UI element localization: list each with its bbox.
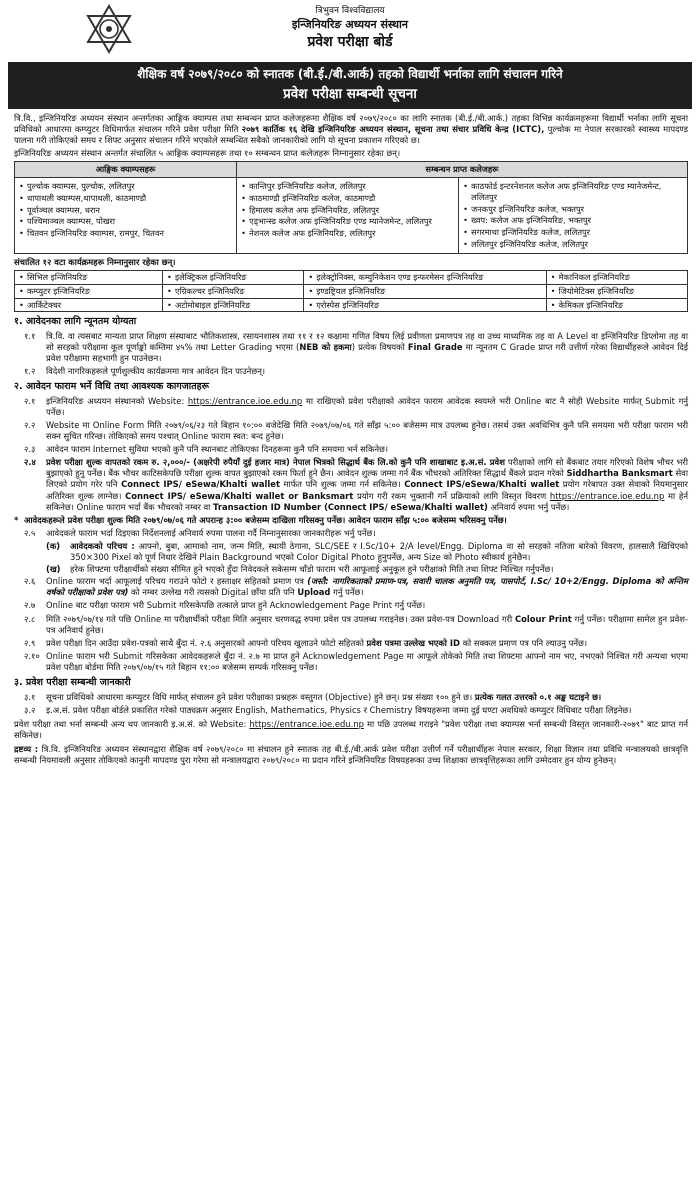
list-item: • जनकपुर इन्जिनियरिङ कलेज, भक्तपुर [463, 204, 683, 215]
table-row [15, 298, 688, 312]
clause-1-2 [14, 366, 688, 377]
subclause-text [70, 541, 688, 563]
list-item: • काठफोर्ड इन्टरनेशनल कलेज अफ इन्जिनियरिङ एण्ड म्यानेजमेन्ट, ललितपुर [463, 181, 683, 203]
fee-deadline-note [14, 515, 688, 526]
text-run: (जस्तै: नागरिकताको प्रमाण-पत्र, सवारी चालक अनुमति पत्र, पासपोर्ट, I.Sc/ 10+2/Engg. Diploma को अन्तिम वर्षको परीक्षाको प्रवेश पत्र) [46, 576, 688, 598]
text-run: Online फाराम भर्दा आफूलाई परिचय गराउने फोटो र हस्ताक्षर सहितको प्रमाण पत्र [46, 576, 308, 587]
text-run: अनिवार्य रुपमा भर्नु पर्नेछ। [487, 501, 570, 512]
more-info-paragraph [14, 719, 688, 741]
clause-number: २.५ [24, 527, 36, 538]
intro-paragraph [14, 113, 688, 146]
table-row [15, 270, 688, 284]
text-run: प्रवेश परीक्षा दिन आउँदा प्रवेश-पत्रको साथै बुँदा नं. २.६ अनुसारको आफ्नो परिचय खुलाउने फोटो सहितको [46, 637, 367, 648]
tu-emblem-icon [86, 4, 132, 54]
clause-2-7 [14, 600, 688, 611]
notice-body [0, 109, 700, 766]
text-run: आफ्नो, बुबा, आमाको नाम, जन्म मिति, स्थायी ठेगाना, SLC/SEE र I.Sc/10+ 2/A level/Engg. Diploma वा सो सरहको नतिजा बारेको विवरण, हालसालै खिचिएको 350×300 Pixel को पूर्ण निधार देखिने Plain Background भएको Color Digital Photo हुनुपर्नेछ, अन्य Size को Photo स्वीकार्य हुनेछैन। [70, 540, 689, 563]
list-item: • ललितपुर इन्जिनियरिङ कलेज, ललितपुर [463, 239, 683, 250]
section-1-title: १. आवेदनका लागि न्यूनतम योग्यता [14, 316, 137, 328]
clause-number: २.६ [24, 576, 36, 587]
list-item: • पूर्वाञ्चल क्याम्पस, धरान [19, 205, 232, 216]
clause-number: २.९ [24, 637, 36, 648]
section-2-title: २. आवेदन फाराम भर्ने विधि तथा आवश्यक कागजातहरू [14, 381, 210, 393]
program-cell: • इलेक्ट्रिकल इन्जिनियरिङ [163, 270, 304, 284]
clause-text: Website मा Online Form मिति २०७९/०६/२३ गते बिहान १०:०० बजेदेखि मिति २०७९/०७/०६ गते साँझ ५:०० बजेसम्म मात्र उपलब्ध हुनेछ। तसर्थ उक्त अवधिभित्र कुनै पनि समयमा भरी परीक्षा फाराम भरी सक्न सुचित गरिन्छ। तोकिएको समय पश्चात् Online फाराम स्वत: बन्द हुनेछ। [46, 420, 688, 442]
text-run: को सक्कल प्रमाण पत्र पनि ल्याउनु पर्नेछ। [459, 637, 588, 648]
clause-2-8 [14, 614, 688, 636]
program-cell: • अटोमोबाइल इन्जिनियरिङ [163, 298, 304, 312]
title-banner [8, 62, 692, 109]
subclause-label: (ख) [46, 564, 61, 575]
list-item: • सगरमाथा इन्जिनियरिङ कलेज, ललितपुर [463, 227, 683, 238]
constituent-list-cell [15, 177, 237, 253]
text-run: मा हेर्न सकिनेछ। Online फाराम भर्दा बैंक भौचरको नम्बर वा [46, 490, 688, 512]
text-run: Colour Print [514, 613, 572, 624]
list-item: • नेशनल कलेज अफ इन्जिनियरिङ, ललितपुर [241, 228, 454, 239]
list-item: • हिमालय कलेज अफ इन्जिनियरिङ, ललितपुर [241, 205, 454, 216]
text-run: Siddhartha Banksmart [566, 468, 673, 479]
clause-number: २.१ [24, 395, 36, 406]
banner-line-2: प्रवेश परीक्षा सम्बन्धी सूचना [283, 85, 417, 102]
clause-number: २.३ [24, 444, 36, 455]
text-run: आवेदकको परिचय : [70, 540, 135, 551]
programs-heading: संचालित १२ वटा कार्यक्रमहरू निम्नानुसार रहेका छन्। [14, 256, 176, 267]
clause-text [46, 638, 688, 649]
text-run: मिति २०७९/०७/१४ गते पछि Online मा परीक्षार्थीको परीक्षा मिति अनुसार चरणवद्ध रुपमा प्रवेश पत्र उपलब्ध गराइनेछ। उक्त प्रवेश-पत्र Download गरी [46, 613, 515, 624]
subclause-kha [14, 564, 688, 575]
asterisk: * [14, 514, 19, 525]
entrance-website-link[interactable]: https://entrance.ioe.edu.np [187, 395, 303, 406]
text-run: मा राखिएको प्रवेश परीक्षाको आवेदन फाराम आवेदक स्वयम्ले भरी Online बाट नै सोही Website मार्फत् Submit गर्नु पर्नेछ। [46, 395, 688, 417]
text-run: प्रयोग गरेबापत उक्त सेवाको नियमानुसार अतिरिक्त शुल्क लाग्नेछ। [46, 479, 688, 501]
clause-2-5 [14, 528, 688, 539]
intro-campus-line: इन्जिनियरिङ अध्ययन संस्थान अन्तर्गत संचालित ५ आङ्गिक क्याम्पसहरू तथा १० सम्बन्धन प्राप्त कलेजहरू निम्नानुसार रहेका छन्। [14, 147, 401, 158]
program-cell: • कम्प्युटर इन्जिनियरिङ [15, 284, 163, 298]
clause-text: आवेदन फाराम Internet सुविधा भएको कुनै पनि स्थानबाट तोकिएका दिनहरूमा कुनै पनि समयमा भर्न सकिनेछ। [46, 444, 389, 455]
subclause-ka [14, 541, 688, 563]
note-label: द्रष्टव्य : [14, 743, 39, 754]
clause-1-1 [14, 331, 688, 364]
clause-text: विदेशी नागरिकहरूले पूर्णशुल्कीय कार्यक्रममा मात्र आवेदन दिन पाउनेछन्। [46, 366, 266, 377]
clause-number: २.१० [24, 650, 40, 661]
program-cell: • इण्डष्ट्रियल इन्जिनियरिङ [304, 284, 546, 298]
clause-number: ३.२ [24, 704, 36, 715]
clause-text [46, 396, 688, 418]
list-item: • चितवन इन्जिनियरिङ क्याम्पस, रामपुर, चितवन [19, 228, 232, 239]
intro-text-b: २०७९ कार्तिक १६ देखि इन्जिनियरिङ अध्ययन संस्थान, सूचना तथा संचार प्रविधि केन्द्र (ICTC), [241, 123, 545, 134]
clause-number: ३.१ [24, 691, 36, 702]
subclause-label: (क) [46, 540, 61, 551]
clause-text [46, 576, 688, 598]
list-item: • पश्चिमाञ्चल क्याम्पस, पोखरा [19, 216, 232, 227]
text-run: प्रवेश परीक्षा शुल्क वापतको रकम रु. २,०००/- (अक्षरेपी रुपैयाँ दुई हजार मात्र) नेपाल भित्रको सिद्धार्थ बैंक लि.को कुनै पनि शाखाबाट इ.अ.सं. प्रवेश [46, 457, 505, 468]
clause-text [46, 331, 688, 364]
clause-3-1 [14, 692, 688, 703]
text-run: सूचना प्रविधिको आधारमा कम्प्युटर विधि मार्फत् संचालन हुने प्रवेश परीक्षाका प्रश्नहरू वस्तुगत (Objective) हुने छन्। प्रश्न संख्या १०० हुने छ। [46, 691, 475, 702]
affiliated-list-b-cell [459, 177, 688, 253]
constituent-header: आङ्गिक क्याम्पसहरू [15, 162, 237, 178]
list-item: • काठमाण्डौ इन्जिनियरिङ कलेज, काठमाण्डौ [241, 193, 454, 204]
intro-text-a: त्रि.वि., इन्जिनियरिङ अध्ययन संस्थान अन्तर्गतका आङ्गिक क्याम्पस तथा सम्बन्धन प्राप्त कलेजहरूमा शैक्षिक वर्ष २०७९/२०८० का लागि स्नातक (बी.ई./बी.आर्क.) तहका विभिन्न कार्यक्रमहरूमा विद्यार्थी भर्नाका लागि सूचना प्रविधिको आधारमा कम्प्युटर विधिमार्फत संचालन गरिने प्रवेश परीक्षा मिति [14, 112, 688, 134]
affiliated-header: सम्बन्धन प्राप्त कलेजहरू [237, 162, 688, 178]
program-cell: • इलेक्ट्रोनिक्स, कम्युनिकेशन एण्ड इन्फरमेसन इन्जिनियरिङ [304, 270, 546, 284]
intro-text-c: पुल्चोक मा नेपाल सरकारको स्वास्थ्य मापदण्ड पालना गरी तोकिएको समय र शिफ्ट अनुसार संचालन गरिने भएकोले सम्बन्धित सबैको जानकारीको लागि यो सूचना प्रकाशन गरिएको छ। [14, 123, 688, 145]
header [0, 0, 700, 62]
text-run: प्रयोग गरी रकम भुक्तानी गर्ने प्रक्रियाको लागि विस्तृत विवरण [353, 490, 550, 501]
clause-2-10 [14, 651, 688, 673]
clause-number: २.७ [24, 600, 36, 611]
banner-line-1: शैक्षिक वर्ष २०७९/२०८० को स्नातक (बी.ई./बी.आर्क) तहको विद्यार्थी भर्नाका लागि संचालन गरिने [137, 67, 563, 81]
section-3-title: ३. प्रवेश परीक्षा सम्बन्धी जानकारी [14, 676, 131, 688]
program-cell: • जियोमेटिक्स इन्जिनियरिङ [546, 284, 687, 298]
clause-3-2 [14, 705, 688, 716]
clause-text: Online फाराम भरी Submit गरिसकेका आवेदकहरूले बुँदा नं. २.७ मा प्राप्त हुने Acknowledgement Page मा आफूले तोकेको मिति तथा शिफ्टमा आफ्नो नाम भए, नभएको निश्चित गरी अन्यथा भएमा प्रवेश परीक्षा बोर्डमा मिति २०७९/०७/१५ गते बिहान ११:०० बजेसम्म सम्पर्क गरिसक्नु पर्नेछ। [46, 650, 688, 672]
text-run: Connect IPS/ eSewa/Khalti wallet [121, 479, 280, 490]
institute-name: इन्जिनियरिङ अध्ययन संस्थान [292, 17, 408, 31]
text-run: मा पछि उपलब्ध गराइने "प्रवेश परीक्षा तथा क्याम्पस भर्ना सम्बन्धी विस्तृत जानकारी-२०७९" बाट प्राप्त गर्न सकिनेछ। [14, 718, 688, 740]
program-cell: • सिभिल इन्जिनियरिङ [15, 270, 163, 284]
program-cell: • एग्रिकल्चर इन्जिनियरिङ [163, 284, 304, 298]
clause-text: Online बाट परीक्षा फाराम भरी Submit गरिसकेपछि तत्काले प्राप्त हुने Acknowledgement Page Print गर्नु पर्नेछ। [46, 600, 426, 611]
list-item: • कान्तिपुर इन्जिनियरिङ कलेज, ललितपुर [241, 181, 454, 192]
clause-number: १.२ [24, 366, 36, 377]
campus-table [14, 161, 688, 254]
text-run: गर्नु पर्नेछ। [330, 587, 364, 598]
clause-number: १.१ [24, 330, 36, 341]
clause-number: २.४ [24, 457, 36, 468]
text-run: गर्नु पर्नेछ। परीक्षामा सामेल हुन प्रवेश-पत्र अनिवार्य हुनेछ। [46, 613, 689, 635]
note-paragraph [14, 744, 688, 766]
clause-2-4 [14, 457, 688, 512]
text-run: इन्जिनियरिङ अध्ययन संस्थानको Website: [46, 395, 188, 406]
table-row [15, 284, 688, 298]
clause-2-1 [14, 396, 688, 418]
text-run: Upload [297, 587, 331, 598]
clause-number: २.८ [24, 613, 36, 624]
program-cell: • मेकानिकल इन्जिनियरिङ [546, 270, 687, 284]
text-run: त्रि.वि. वा त्यसबाट मान्यता प्राप्त शिक्षण संस्थाबाट भौतिकशास्त्र, रसायनशास्त्र तथा ११ र १२ कक्षामा गणित विषय लिई प्रवीणता प्रमाणपत्र तह वा उच्च माध्यमिक तह वा A Level वा इन्जिनियरिङ डिप्लोमा तह वा सो सरहको परीक्षामा कूल पूर्णाङ्को कम्तिमा ४५% तथा Letter Grading भएमा ( [46, 330, 688, 353]
list-item: • एड्भान्स्ड कलेज अफ इन्जिनियरिङ एण्ड म्यानेजमेन्ट, ललितपुर [241, 216, 454, 227]
clause-text [46, 692, 688, 703]
text-run: Connect IPS/eSewa/Khalti wallet [404, 479, 560, 490]
text-run: ) प्रत्येक विषयको [351, 342, 408, 353]
text-run: मार्फत पनि शुल्क जम्मा गर्न सकिनेछ। [279, 479, 405, 490]
note-text: आवेदकहरूले प्रवेश परीक्षा शुल्क मिति २०७९/०७/०६ गते अपरान्ह ३:०० बजेसम्म दाखिला गरिसक्नु पर्नेछ। आवेदन फाराम साँझ ५:०० बजेसम्म भरिसक्नु पर्नेछ। [24, 514, 507, 525]
program-cell: • आर्किटेक्चर [15, 298, 163, 312]
subclause-text: हरेक शिफ्टमा परीक्षार्थीको संख्या सीमित हुने भएको हुँदा निवेदकले सकेसम्म चाँडो फाराम भरी आफूलाई अनुकूल हुने परीक्षाको मिति तथा शिफ्ट निश्चित गर्नुपर्नेछ। [70, 564, 554, 575]
clause-2-3 [14, 444, 688, 455]
text-run: प्रत्येक गलत उत्तरको ०.१ अङ्क घटाइने छ। [474, 691, 602, 702]
list-item: • ख्वप: कलेज अफ इन्जिनियरिङ, भक्तपुर [463, 215, 683, 226]
clause-text [46, 457, 688, 512]
clause-2-9 [14, 638, 688, 649]
entrance-website-link[interactable]: https://entrance.ioe.edu.np [549, 490, 665, 501]
text-run: मा न्यूनतम C Grade प्राप्त गरी उत्तीर्ण गरेका विद्यार्थीहरूले आवेदन दिई प्रवेश परीक्षामा सहभागी हुन पाउनेछन। [46, 342, 688, 364]
board-name: प्रवेश परीक्षा बोर्ड [307, 34, 393, 51]
clause-text: आवेदकले फाराम भर्दा दिइएका निर्देशनलाई अनिवार्य रुपमा पालना गर्दै निम्नानुसारका जानकारीहरू भर्नु पर्नेछ। [46, 527, 376, 538]
text-run: Final Grade [407, 342, 463, 353]
clause-2-6 [14, 576, 688, 598]
text-run: NEB को हकमा [299, 342, 352, 353]
programs-table [14, 270, 688, 312]
entrance-website-link[interactable]: https://entrance.ioe.edu.np [249, 718, 364, 729]
text-run: त्रि.वि. इन्जिनियरिङ अध्ययन संस्थानद्वारा शैक्षिक वर्ष २०७९/२०८० मा संचालन हुने स्नातक तह बी.ई./बी.आर्क प्रवेश परीक्षा उत्तीर्ण गर्ने परीक्षार्थीहरू नेपाल सरकार, शिक्षा विज्ञान तथा प्रविधि मन्त्रालयको छात्रवृत्ति सम्बन्धी नियमावली अनुसार तोकिएको कानुनी मापदण्ड पुरा गरेमा सो मन्त्रालयद्वारा २०७९/२०८० मा प्रदान गरिने इन्जिनियरिङ विषयहरूका उच्च शिक्षाका छात्रवृत्तिहरूका लागि उम्मेदवार हुन योग्य हुनेछन्। [14, 743, 689, 765]
university-name: त्रिभुवन विश्वविद्यालय [315, 6, 385, 16]
text-run: परीक्षाको लागि सो बैंकबाट तयार गरिएको विशेष भौचर भरी बुझाएको हुनु पर्नेछ। बैंक भौचर काटिसकेपछि परीक्षा शुल्क वापत बुझाएको रकम फिर्ता हुने छैन। आवेदन शुल्क जम्मा गर्न बैंक भौचरको अतिरिक्त सिद्धार्थ बैंकले प्रदान गरेको [46, 457, 688, 479]
text-run: को नम्बर उल्लेख गरी त्यसको Digital छाँया प्रति पनि [128, 587, 298, 598]
clause-text: इ.अ.सं. प्रवेश परीक्षा बोर्डले प्रकाशित गरेको पाठ्यक्रम अनुसार English, Mathematics, Physics र Chemistry विषयहरूमा जम्मा दुई घण्टा अवधिको कम्प्युटर विधिबाट परीक्षा लिइनेछ। [46, 704, 632, 715]
program-cell: • केमिकल इन्जिनियरिङ [546, 298, 687, 312]
text-run: प्रवेश परीक्षा तथा भर्ना सम्बन्धी अन्य थप जानकारी इ.अ.सं. को Website: [14, 718, 250, 729]
clause-text [46, 614, 688, 636]
list-item: • थापाथली क्याम्पस,थापाथली, काठमाण्डौ [19, 193, 232, 204]
clause-2-2 [14, 420, 688, 442]
clause-number: २.२ [24, 420, 36, 431]
text-run: प्रवेश पत्रमा उल्लेख भएको ID [366, 637, 460, 648]
affiliated-list-a-cell [237, 177, 459, 253]
text-run: Transaction ID Number (Connect IPS/ eSewa/Khalti wallet) [213, 501, 488, 512]
text-run: सेवा लिएको प्रयोग गरेर पनि [46, 468, 688, 490]
program-cell: • एरोस्पेस इन्जिनियरिङ [304, 298, 546, 312]
list-item: • पुल्चोक क्याम्पस, पुल्चोक, ललितपुर [19, 181, 232, 192]
text-run: Connect IPS/ eSewa/Khalti wallet or Banksmart [125, 490, 354, 501]
